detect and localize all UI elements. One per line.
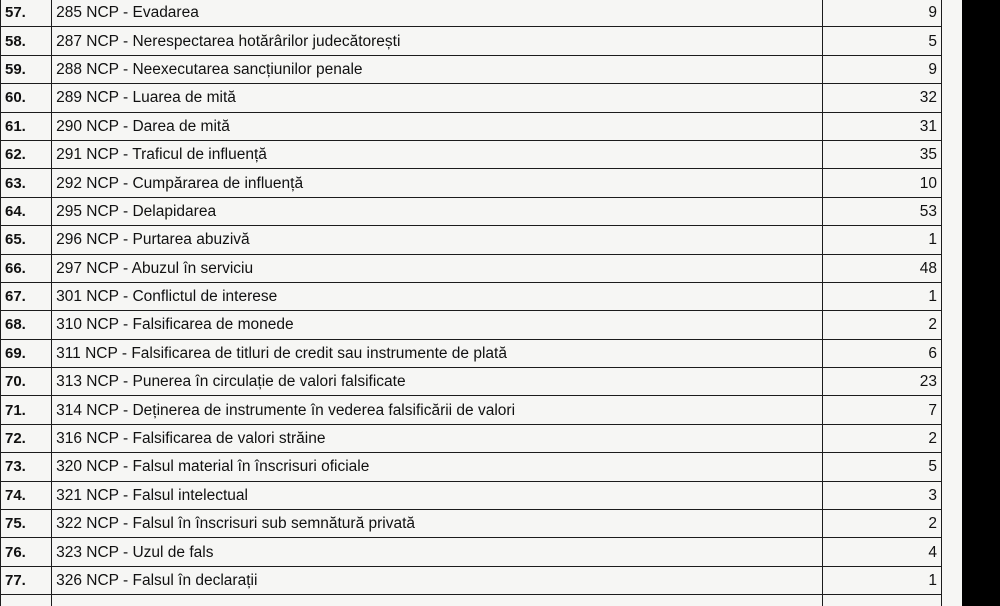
- table-row: [1, 339, 942, 367]
- case-count-cell: 2: [822, 510, 941, 538]
- row-number-cell: 72.: [1, 424, 52, 452]
- case-count-cell: 1: [822, 226, 941, 254]
- row-number-cell: 67.: [1, 282, 52, 310]
- row-number-cell: 77.: [1, 566, 52, 594]
- row-number-cell: 69.: [1, 339, 52, 367]
- case-count-cell: 4: [822, 538, 941, 566]
- offence-description-cell: 297 NCP - Abuzul în serviciu: [52, 254, 823, 282]
- row-number-cell: 58.: [1, 27, 52, 55]
- offence-description-cell: 316 NCP - Falsificarea de valori străine: [52, 424, 823, 452]
- offence-description-cell: 320 NCP - Falsul material în înscrisuri oficiale: [52, 453, 823, 481]
- case-count-cell: 5: [822, 27, 941, 55]
- row-number-cell: 73.: [1, 453, 52, 481]
- table-row: [1, 112, 942, 140]
- case-count-cell: 3: [822, 481, 941, 509]
- row-number-cell: 71.: [1, 396, 52, 424]
- row-number-cell: 70.: [1, 368, 52, 396]
- offence-description-cell: 290 NCP - Darea de mită: [52, 112, 823, 140]
- row-number-cell: 74.: [1, 481, 52, 509]
- table-row: [1, 140, 942, 168]
- case-count-cell: 48: [822, 254, 941, 282]
- offences-table-body: [1, 0, 942, 606]
- table-row-partial: [1, 595, 942, 606]
- offence-description-cell: 292 NCP - Cumpărarea de influență: [52, 169, 823, 197]
- offence-description-cell: 321 NCP - Falsul intelectual: [52, 481, 823, 509]
- table-row: [1, 396, 942, 424]
- row-number-cell: 60.: [1, 84, 52, 112]
- offence-description-cell: 313 NCP - Punerea în circulație de valori falsificate: [52, 368, 823, 396]
- table-row: [1, 282, 942, 310]
- empty-cell: [822, 595, 941, 606]
- offence-description-cell: 314 NCP - Deținerea de instrumente în vederea falsificării de valori: [52, 396, 823, 424]
- row-number-cell: 66.: [1, 254, 52, 282]
- table-row: [1, 0, 942, 27]
- table-row: [1, 169, 942, 197]
- table-row: [1, 538, 942, 566]
- offence-description-cell: 288 NCP - Neexecutarea sancțiunilor penale: [52, 55, 823, 83]
- row-number-cell: 64.: [1, 197, 52, 225]
- offence-description-cell: 323 NCP - Uzul de fals: [52, 538, 823, 566]
- case-count-cell: 35: [822, 140, 941, 168]
- case-count-cell: 9: [822, 55, 941, 83]
- case-count-cell: 2: [822, 424, 941, 452]
- case-count-cell: 6: [822, 339, 941, 367]
- table-row: [1, 481, 942, 509]
- row-number-cell: 68.: [1, 311, 52, 339]
- case-count-cell: 53: [822, 197, 941, 225]
- offence-description-cell: 289 NCP - Luarea de mită: [52, 84, 823, 112]
- case-count-cell: 23: [822, 368, 941, 396]
- offence-description-cell: 326 NCP - Falsul în declarații: [52, 566, 823, 594]
- offence-description-cell: 285 NCP - Evadarea: [52, 0, 823, 27]
- case-count-cell: 9: [822, 0, 941, 27]
- table-row: [1, 368, 942, 396]
- case-count-cell: 10: [822, 169, 941, 197]
- table-row: [1, 55, 942, 83]
- table-row: [1, 510, 942, 538]
- table-row: [1, 424, 942, 452]
- case-count-cell: 5: [822, 453, 941, 481]
- row-number-cell: 62.: [1, 140, 52, 168]
- case-count-cell: 7: [822, 396, 941, 424]
- row-number-cell: 59.: [1, 55, 52, 83]
- table-row: [1, 254, 942, 282]
- empty-cell: [1, 595, 52, 606]
- row-number-cell: 61.: [1, 112, 52, 140]
- row-number-cell: 75.: [1, 510, 52, 538]
- offence-description-cell: 310 NCP - Falsificarea de monede: [52, 311, 823, 339]
- offence-description-cell: 322 NCP - Falsul în înscrisuri sub semnătură privată: [52, 510, 823, 538]
- table-row: [1, 453, 942, 481]
- offence-description-cell: 311 NCP - Falsificarea de titluri de credit sau instrumente de plată: [52, 339, 823, 367]
- table-row: [1, 197, 942, 225]
- case-count-cell: 1: [822, 566, 941, 594]
- table-row: [1, 27, 942, 55]
- offence-description-cell: 301 NCP - Conflictul de interese: [52, 282, 823, 310]
- table-row: [1, 566, 942, 594]
- empty-cell: [52, 595, 823, 606]
- case-count-cell: 2: [822, 311, 941, 339]
- offence-description-cell: 287 NCP - Nerespectarea hotărârilor judecătorești: [52, 27, 823, 55]
- row-number-cell: 76.: [1, 538, 52, 566]
- row-number-cell: 57.: [1, 0, 52, 27]
- table-row: [1, 84, 942, 112]
- offence-description-cell: 291 NCP - Traficul de influență: [52, 140, 823, 168]
- case-count-cell: 31: [822, 112, 941, 140]
- table-row: [1, 311, 942, 339]
- offence-description-cell: 296 NCP - Purtarea abuzivă: [52, 226, 823, 254]
- case-count-cell: 32: [822, 84, 941, 112]
- case-count-cell: 1: [822, 282, 941, 310]
- offence-description-cell: 295 NCP - Delapidarea: [52, 197, 823, 225]
- row-number-cell: 63.: [1, 169, 52, 197]
- table-row: [1, 226, 942, 254]
- row-number-cell: 65.: [1, 226, 52, 254]
